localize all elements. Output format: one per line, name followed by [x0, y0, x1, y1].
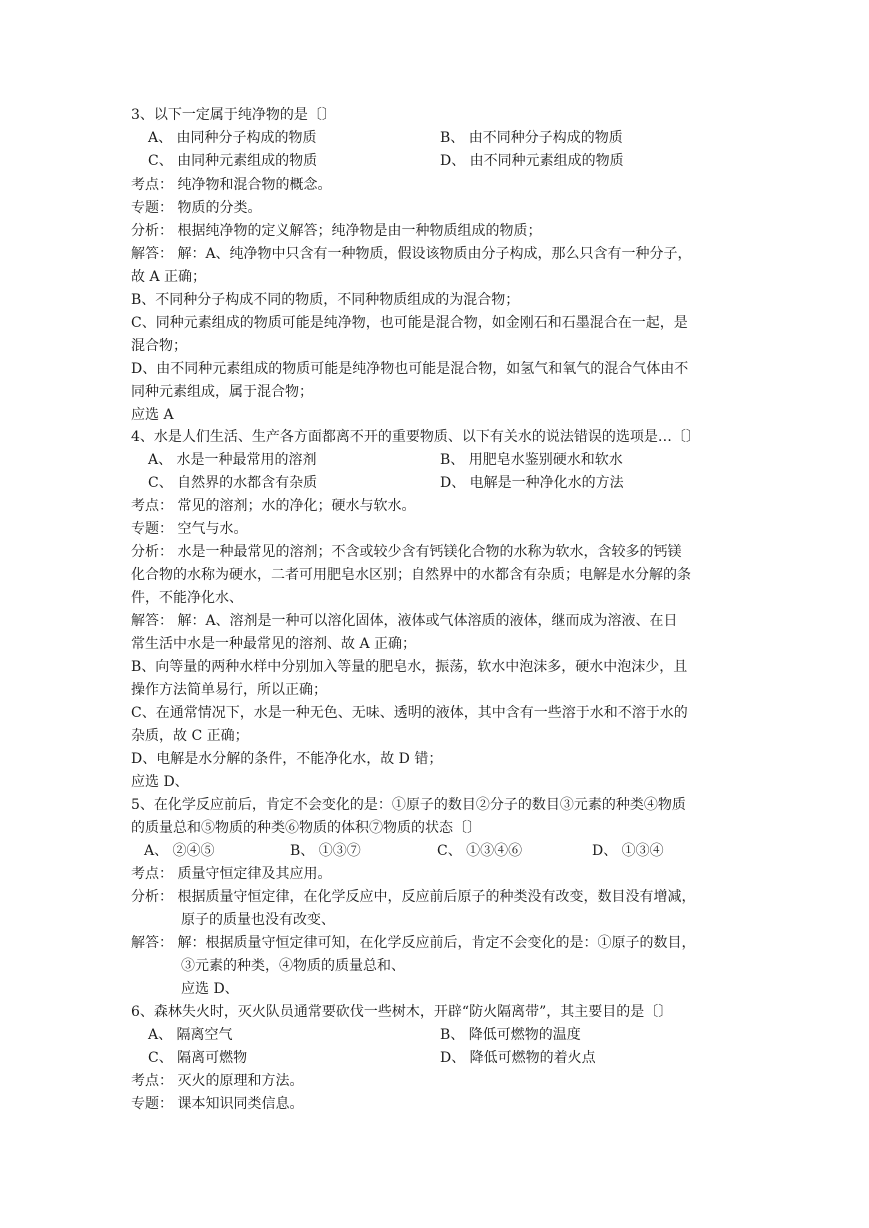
q4-fenxi-line: 化合物的水称为硬水，二者可用肥皂水区别；自然界中的水都含有杂质；电解是水分解的条 — [131, 567, 691, 583]
q6-stem: 6、森林失火时，灭火队员通常要砍伐一些树木，开辟“防火隔离带”，其主要目的是〔〕 — [131, 1004, 673, 1020]
q4-jieda-line: D、电解是水分解的条件，不能净化水，故 D 错； — [131, 751, 443, 767]
q4-jieda-line: B、向等量的两种水样中分别加入等量的肥皂水，振荡，软水中泡沫多，硬水中泡沫少，且 — [131, 659, 688, 675]
q5-stem-line: 的质量总和⑤物质的种类⑥物质的体积⑦物质的状态〔〕 — [131, 820, 481, 836]
q3-jieda-line: 混合物； — [131, 338, 187, 354]
q4-option-c: C、 自然界的水都含有杂质 — [148, 475, 318, 491]
q3-option-d: D、 由不同种元素组成的物质 — [440, 153, 624, 169]
q4-stem: 4、水是人们生活、生产各方面都离不开的重要物质、以下有关水的说法错误的选项是…〔〕 — [131, 429, 700, 445]
q4-jieda-line: 操作方法简单易行，所以正确； — [131, 682, 327, 698]
q3-option-c: C、 由同种元素组成的物质 — [148, 153, 318, 169]
q6-zhuanti: 专题： 课本知识同类信息。 — [131, 1096, 304, 1112]
q3-answer: 应选 A — [131, 407, 174, 423]
q4-jieda-line: 解答： 解：A、溶剂是一种可以溶化固体，液体或气体溶质的液体，继而成为溶液、在日 — [131, 613, 678, 629]
q4-zhuanti: 专题： 空气与水。 — [131, 521, 248, 537]
q5-jieda-line: ③元素的种类，④物质的质量总和、 — [181, 958, 405, 974]
q4-fenxi-line: 分析： 水是一种最常见的溶剂；不含或较少含有钙镁化合物的水称为软水，含较多的钙镁 — [131, 544, 682, 560]
q4-option-b: B、 用肥皂水鉴别硬水和软水 — [440, 452, 623, 468]
q6-kaodian: 考点： 灭火的原理和方法。 — [131, 1073, 304, 1089]
q3-jieda-line: 故 A 正确； — [131, 269, 207, 285]
q5-kaodian: 考点： 质量守恒定律及其应用。 — [131, 866, 332, 882]
q3-jieda-line: C、同种元素组成的物质可能是纯净物，也可能是混合物，如金刚石和石墨混合在一起，是 — [131, 315, 688, 331]
q5-option-b: B、 ①③⑦ — [290, 843, 361, 859]
q5-fenxi-line: 分析： 根据质量守恒定律，在化学反应中，反应前后原子的种类没有改变，数目没有增减， — [131, 889, 696, 905]
q3-option-a: A、 由同种分子构成的物质 — [148, 130, 317, 146]
q5-stem-line: 5、在化学反应前后，肯定不会变化的是：①原子的数目②分子的数目③元素的种类④物质 — [131, 797, 686, 813]
q5-option-a: A、 ②④⑤ — [144, 843, 215, 859]
q6-option-b: B、 降低可燃物的温度 — [440, 1027, 581, 1043]
q5-jieda-line: 解答： 解：根据质量守恒定律可知，在化学反应前后，肯定不会变化的是：①原子的数目， — [131, 935, 696, 951]
q5-option-d: D、 ①③④ — [592, 843, 664, 859]
q4-jieda-line: 常生活中水是一种最常见的溶剂、故 A 正确； — [131, 636, 417, 652]
q3-option-b: B、 由不同种分子构成的物质 — [440, 130, 623, 146]
q3-fenxi: 分析： 根据纯净物的定义解答；纯净物是由一种物质组成的物质； — [131, 223, 542, 239]
q4-answer: 应选 D、 — [131, 774, 189, 790]
q6-option-d: D、 降低可燃物的着火点 — [440, 1050, 596, 1066]
q3-jieda-line: 同种元素组成，属于混合物； — [131, 384, 313, 400]
q4-jieda-line: 杂质，故 C 正确； — [131, 728, 249, 744]
q3-stem: 3、以下一定属于纯净物的是〔〕 — [131, 107, 336, 123]
q4-option-a: A、 水是一种最常用的溶剂 — [148, 452, 317, 468]
q3-jieda-line: 解答： 解：A、纯净物中只含有一种物质，假设该物质由分子构成，那么只含有一种分子， — [131, 246, 692, 262]
q6-option-c: C、 隔离可燃物 — [148, 1050, 248, 1066]
q4-option-d: D、 电解是一种净化水的方法 — [440, 475, 624, 491]
q4-fenxi-line: 件，不能净化水、 — [131, 590, 243, 606]
q3-kaodian: 考点： 纯净物和混合物的概念。 — [131, 177, 332, 193]
q4-jieda-line: C、在通常情况下，水是一种无色、无味、透明的液体，其中含有一些溶于水和不溶于水的 — [131, 705, 688, 721]
q3-zhuanti: 专题： 物质的分类。 — [131, 200, 262, 216]
q5-answer: 应选 D、 — [181, 981, 239, 997]
q5-fenxi-line: 原子的质量也没有改变、 — [181, 912, 335, 928]
q5-option-c: C、 ①③④⑥ — [437, 843, 523, 859]
q3-jieda-line: D、由不同种元素组成的物质可能是纯净物也可能是混合物，如氢气和氧气的混合气体由不 — [131, 361, 689, 377]
q4-kaodian: 考点： 常见的溶剂；水的净化；硬水与软水。 — [131, 498, 416, 514]
q3-jieda-line: B、不同种分子构成不同的物质，不同种物质组成的为混合物； — [131, 292, 520, 308]
q6-option-a: A、 隔离空气 — [148, 1027, 233, 1043]
